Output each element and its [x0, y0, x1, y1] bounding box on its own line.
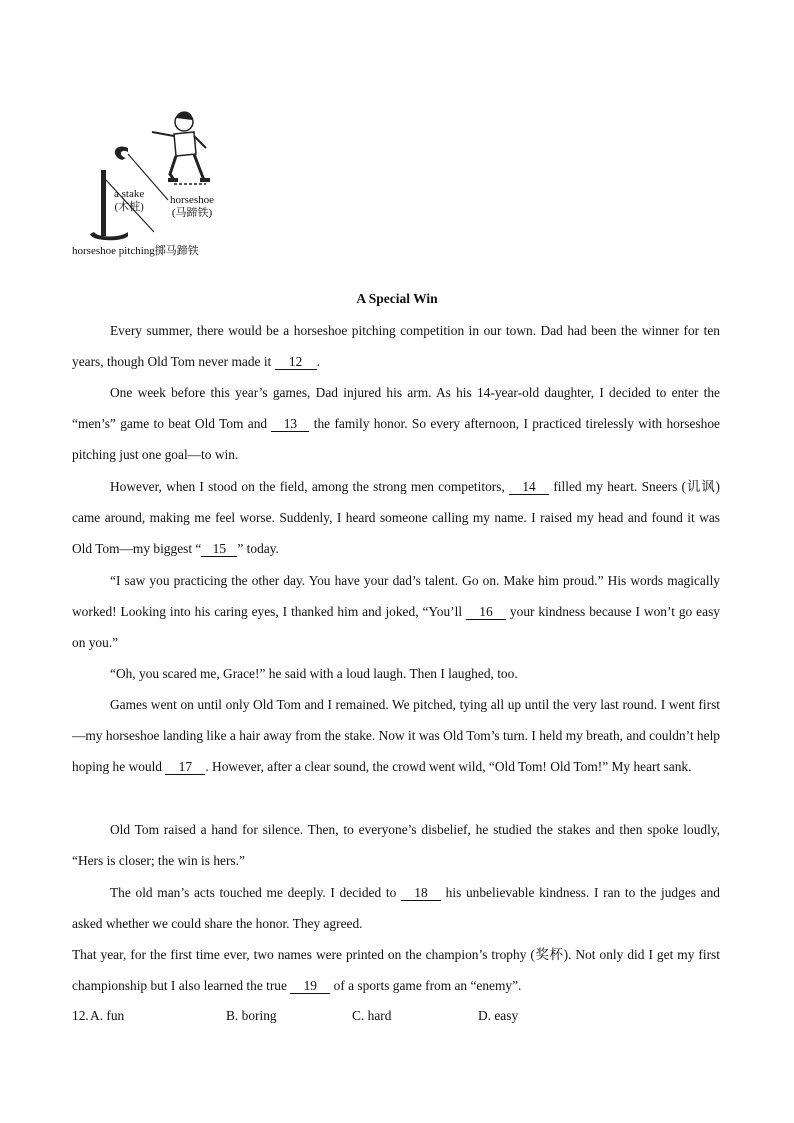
ground-horseshoe-shape	[90, 232, 128, 240]
paragraph-4: “I saw you practicing the other day. You have your dad’s talent. Go on. Make him proud.” His words magically worked! Looking into his caring eyes, I thanked him and joked, “You’ll 16 your kindness because I won’t go easy on you.”	[72, 573, 720, 651]
blank-13[interactable]: 13	[271, 417, 309, 432]
blank-18[interactable]: 18	[401, 886, 441, 901]
paragraph-8: The old man’s acts touched me deeply. I decided to 18 his unbelievable kindness. I ran to the judges and asked whether we could share the honor. They agreed.	[72, 885, 720, 932]
blank-15[interactable]: 15	[201, 542, 237, 557]
passage-title: A Special Win	[356, 291, 438, 306]
paragraph-5: “Oh, you scared me, Grace!” he said with a loud laugh. Then I laughed, too.	[110, 666, 518, 681]
paragraph-2: One week before this year’s games, Dad injured his arm. As his 14-year-old daughter, I decided to enter the “men’s” game to beat Old Tom and 13 the family honor. So every afternoon, I practiced tirelessly with horseshoe pitching just one goal—to win.	[72, 385, 720, 463]
option-d[interactable]: D. easy	[478, 1008, 519, 1023]
stake-shape	[101, 170, 106, 236]
blank-19[interactable]: 19	[290, 979, 330, 994]
horseshoe-pitching-illustration	[70, 108, 260, 268]
blank-14[interactable]: 14	[509, 480, 549, 495]
paragraph-9: That year, for the first time ever, two names were printed on the champion’s trophy (奖杯). Not only did I get my first championship but I also learned the true 19 of a sports game from an “enemy”.	[72, 947, 720, 994]
question-number: 12.	[72, 1008, 89, 1023]
stake-label: a stake (木桩)	[114, 188, 145, 213]
option-a[interactable]: A. fun	[90, 1008, 125, 1023]
blank-16[interactable]: 16	[466, 605, 506, 620]
paragraph-7: Old Tom raised a hand for silence. Then, to everyone’s disbelief, he studied the stakes and then spoke loudly, “Hers is closer; the win is hers.”	[72, 822, 720, 869]
flying-horseshoe-shape	[115, 147, 128, 160]
paragraph-1: Every summer, there would be a horseshoe pitching competition in our town. Dad had been the winner for ten years, though Old Tom never made it 12 .	[72, 323, 720, 370]
option-c[interactable]: C. hard	[352, 1008, 392, 1023]
blank-12[interactable]: 12	[275, 355, 317, 370]
figure-caption: horseshoe pitching掷马蹄铁	[72, 245, 199, 257]
illustration-drawing	[70, 108, 260, 268]
horseshoe-label: horseshoe (马蹄铁)	[170, 194, 214, 219]
option-b[interactable]: B. boring	[226, 1008, 277, 1023]
blank-17[interactable]: 17	[165, 760, 205, 775]
paragraph-3: However, when I stood on the field, among the strong men competitors, 14 filled my heart. Sneers (讥讽) came around, making me feel worse. Suddenly, I heard someone calling my name. I raised my head and found it was Old Tom—my biggest “ 15 ” today.	[72, 479, 720, 557]
paragraph-6: Games went on until only Old Tom and I remained. We pitched, tying all up until the very last round. I went first—my horseshoe landing like a hair away from the stake. Now it was Old Tom’s turn. I held my breath, and couldn’t help hoping he would 17 . However, after a clear sound, the crowd went wild, “Old Tom! Old Tom!” My heart sank.	[72, 697, 720, 775]
